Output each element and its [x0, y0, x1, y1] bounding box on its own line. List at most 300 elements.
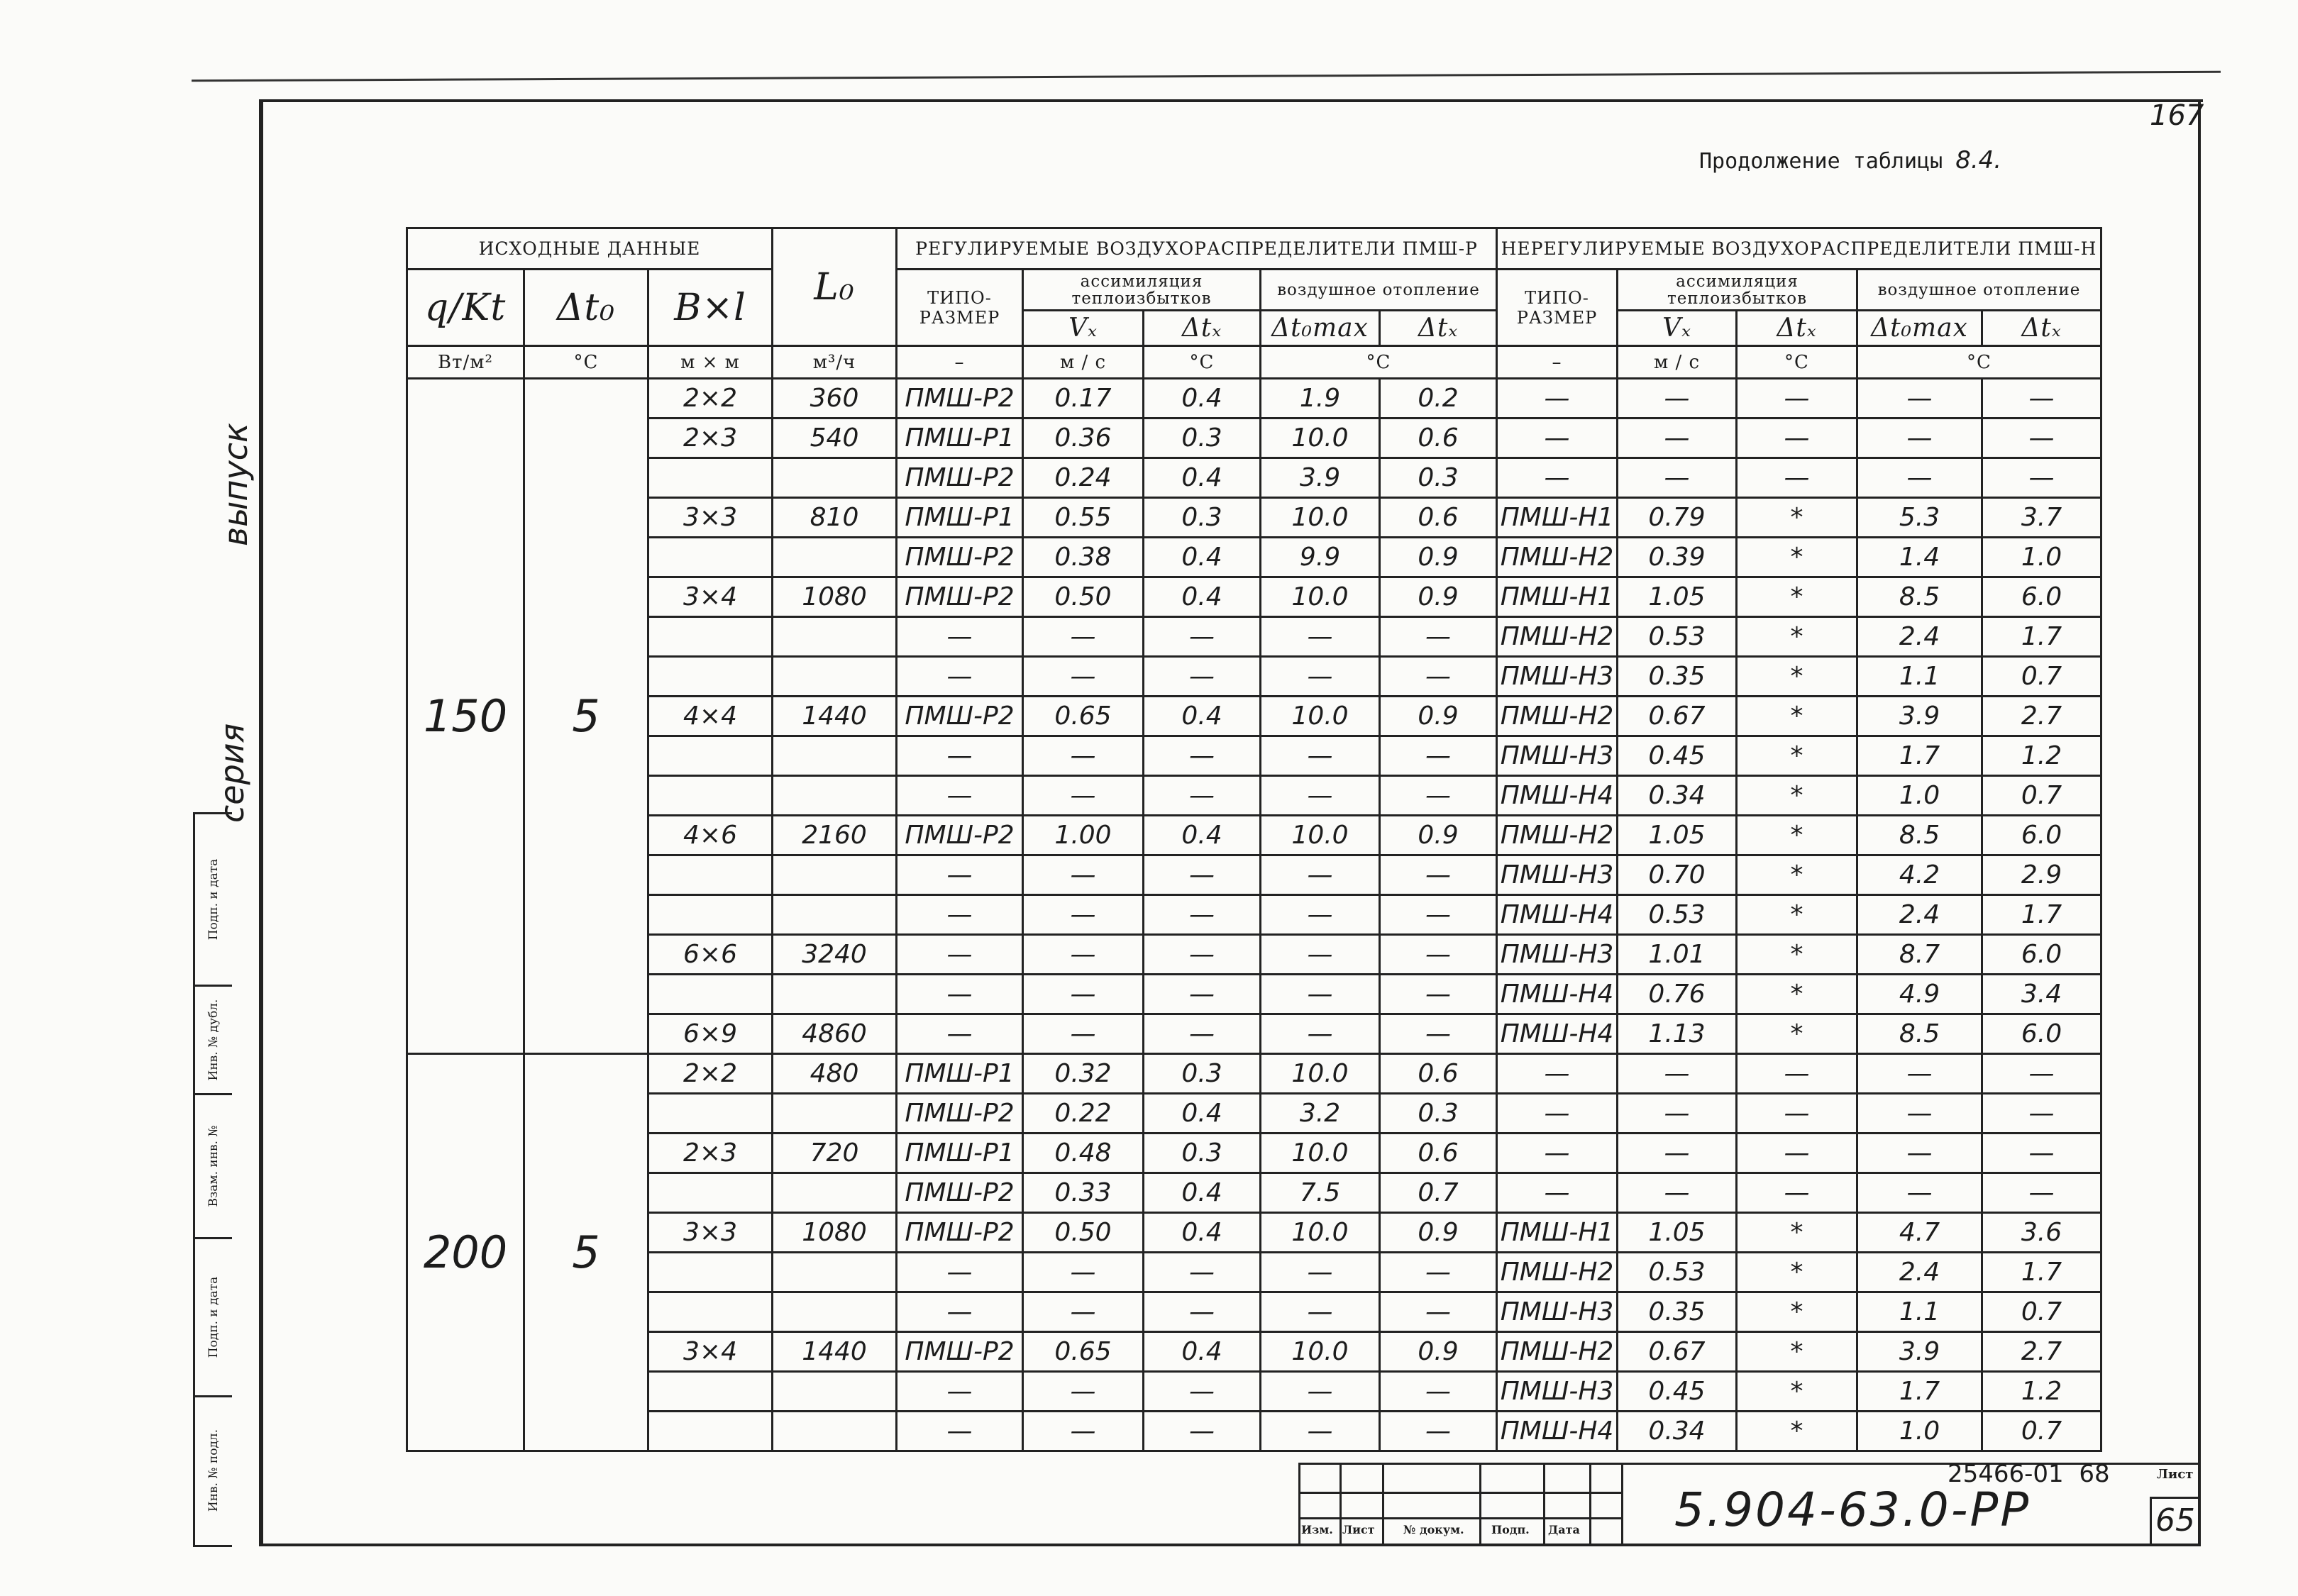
cell-dtx-unreg: * — [1737, 736, 1857, 776]
cell-dtx-reg: 0.4 — [1144, 1213, 1261, 1253]
cell-dtx-heat-reg: — — [1380, 935, 1497, 975]
frame-right — [2198, 99, 2201, 1546]
cell-dtx-heat-reg: 0.9 — [1380, 697, 1497, 736]
table-row — [407, 935, 2101, 975]
cell-type-reg: ПМШ-Р2 — [897, 379, 1023, 419]
cell-dt0max-unreg: 4.7 — [1857, 1213, 1982, 1253]
cell-dt0max-reg: — — [1261, 617, 1380, 657]
cell-bl: 2×2 — [648, 379, 773, 419]
cell-dt0max-unreg: — — [1857, 419, 1982, 458]
tb-label-docnum: № докум. — [1403, 1523, 1464, 1536]
cell-dt0max-unreg: 3.9 — [1857, 697, 1982, 736]
cell-vx-reg: — — [1023, 617, 1144, 657]
margin-stamp-sign-date-top: Подп. и дата — [195, 814, 232, 987]
unit-bl: м × м — [648, 346, 773, 379]
cell-dt0max-reg: 10.0 — [1261, 1134, 1380, 1173]
cell-dtx-heat-unreg: — — [1982, 458, 2101, 498]
table-row — [407, 1253, 2101, 1292]
cell-dt0max-unreg: 2.4 — [1857, 895, 1982, 935]
cell-vx-reg: — — [1023, 1412, 1144, 1451]
cell-bl: 2×3 — [648, 419, 773, 458]
cell-dt0max-unreg: 4.2 — [1857, 855, 1982, 895]
cell-dtx-unreg: * — [1737, 816, 1857, 855]
cell-type-unreg: ПМШ-Н2 — [1497, 697, 1618, 736]
header-dtx-heat-unreg: Δtₓ — [1982, 311, 2101, 346]
cell-dtx-reg: 0.4 — [1144, 1173, 1261, 1213]
table-row — [407, 1014, 2101, 1054]
cell-vx-reg: 0.65 — [1023, 697, 1144, 736]
cell-dt0max-reg: — — [1261, 1014, 1380, 1054]
cell-dtx-heat-reg: 0.9 — [1380, 1332, 1497, 1372]
cell-dtx-reg: — — [1144, 617, 1261, 657]
cell-vx-reg: — — [1023, 975, 1144, 1014]
cell-dtx-heat-reg: 0.7 — [1380, 1173, 1497, 1213]
cell-type-reg: ПМШ-Р2 — [897, 1213, 1023, 1253]
cell-vx-reg: 0.38 — [1023, 538, 1144, 577]
cell-bl: 6×9 — [648, 1014, 773, 1054]
cell-type-unreg: ПМШ-Н2 — [1497, 816, 1618, 855]
cell-dtx-unreg: * — [1737, 1332, 1857, 1372]
cell-l0 — [773, 458, 897, 498]
cell-vx-reg: 0.32 — [1023, 1054, 1144, 1094]
header-q: q/Kt — [407, 270, 524, 346]
margin-stamp-orig-inv: Инв. № подл. — [206, 1429, 221, 1512]
title-block-grid — [1298, 1465, 1621, 1546]
cell-vx-unreg: — — [1618, 1054, 1737, 1094]
cell-type-reg: — — [897, 975, 1023, 1014]
table-row — [407, 657, 2101, 697]
cell-vx-unreg: 0.35 — [1618, 657, 1737, 697]
cell-bl: 4×4 — [648, 697, 773, 736]
cell-type-reg: ПМШ-Р1 — [897, 419, 1023, 458]
cell-bl — [648, 736, 773, 776]
cell-vx-reg: 0.24 — [1023, 458, 1144, 498]
cell-dtx-reg: — — [1144, 975, 1261, 1014]
cell-bl — [648, 1173, 773, 1213]
sheet-label: Лист — [2157, 1467, 2194, 1482]
cell-type-unreg: ПМШ-Н2 — [1497, 1253, 1618, 1292]
cell-dtx-heat-reg: 0.2 — [1380, 379, 1497, 419]
cell-vx-unreg: — — [1618, 1173, 1737, 1213]
cell-vx-unreg: 0.45 — [1618, 1372, 1737, 1412]
tb-label-sheet: Лист — [1342, 1523, 1375, 1536]
cell-dtx-reg: 0.4 — [1144, 1094, 1261, 1134]
cell-l0 — [773, 1173, 897, 1213]
cell-dtx-heat-unreg: — — [1982, 1054, 2101, 1094]
cell-dtx-heat-unreg: 1.2 — [1982, 1372, 2101, 1412]
cell-dtx-heat-reg: — — [1380, 1372, 1497, 1412]
cell-dtx-heat-unreg: 1.7 — [1982, 895, 2101, 935]
cell-dtx-heat-unreg: 3.6 — [1982, 1213, 2101, 1253]
cell-vx-reg: — — [1023, 1253, 1144, 1292]
cell-vx-reg: — — [1023, 895, 1144, 935]
cell-dtx-heat-unreg: — — [1982, 1134, 2101, 1173]
unit-vx-unreg: м / с — [1618, 346, 1737, 379]
inventory-number: 25466-01 68 — [1948, 1460, 2110, 1488]
cell-dtx-unreg: * — [1737, 1412, 1857, 1451]
cell-dtx-unreg: * — [1737, 657, 1857, 697]
cell-l0: 480 — [773, 1054, 897, 1094]
cell-vx-unreg: 1.05 — [1618, 577, 1737, 617]
unit-type-unreg: – — [1497, 346, 1618, 379]
cell-dtx-reg: 0.4 — [1144, 458, 1261, 498]
table-row — [407, 1173, 2101, 1213]
cell-l0 — [773, 776, 897, 816]
frame-left — [259, 99, 263, 1546]
cell-vx-reg: — — [1023, 1014, 1144, 1054]
cell-dtx-unreg: — — [1737, 1094, 1857, 1134]
cell-dtx-heat-unreg: 6.0 — [1982, 577, 2101, 617]
cell-dtx-heat-unreg: 2.7 — [1982, 1332, 2101, 1372]
cell-type-reg: — — [897, 1253, 1023, 1292]
unit-dt0: °С — [524, 346, 648, 379]
cell-dt0max-reg: 10.0 — [1261, 1054, 1380, 1094]
header-vx-unreg: Vₓ — [1618, 311, 1737, 346]
cell-vx-unreg: 0.39 — [1618, 538, 1737, 577]
header-source-data: ИСХОДНЫЕ ДАННЫЕ — [407, 228, 773, 270]
cell-vx-reg: 0.50 — [1023, 1213, 1144, 1253]
cell-dtx-reg: 0.3 — [1144, 1054, 1261, 1094]
cell-bl: 4×6 — [648, 816, 773, 855]
cell-dtx-reg: 0.4 — [1144, 379, 1261, 419]
cell-dtx-heat-reg: 0.9 — [1380, 816, 1497, 855]
cell-type-unreg: ПМШ-Н3 — [1497, 1372, 1618, 1412]
cell-vx-unreg: 1.13 — [1618, 1014, 1737, 1054]
cell-type-reg: — — [897, 1014, 1023, 1054]
tb-label-change: Изм. — [1301, 1523, 1333, 1536]
cell-l0 — [773, 736, 897, 776]
cell-dtx-heat-unreg: 0.7 — [1982, 776, 2101, 816]
cell-type-reg: ПМШ-Р1 — [897, 1054, 1023, 1094]
cell-l0 — [773, 895, 897, 935]
cell-dtx-heat-unreg: 6.0 — [1982, 816, 2101, 855]
cell-dtx-heat-unreg: — — [1982, 1173, 2101, 1213]
header-bl: B×l — [648, 270, 773, 346]
cell-dtx-unreg: — — [1737, 1134, 1857, 1173]
cell-vx-reg: 0.33 — [1023, 1173, 1144, 1213]
cell-dtx-reg: — — [1144, 1253, 1261, 1292]
cell-type-reg: ПМШ-Р2 — [897, 1094, 1023, 1134]
cell-dt0max-unreg: 5.3 — [1857, 498, 1982, 538]
cell-dtx-reg: 0.4 — [1144, 697, 1261, 736]
cell-vx-reg: — — [1023, 855, 1144, 895]
table-row — [407, 1412, 2101, 1451]
table-row — [407, 458, 2101, 498]
cell-dt0max-unreg: 1.1 — [1857, 1292, 1982, 1332]
unit-heat-reg: °С — [1261, 346, 1497, 379]
header-vx-reg: Vₓ — [1023, 311, 1144, 346]
cell-bl — [648, 1372, 773, 1412]
cell-type-reg: ПМШ-Р2 — [897, 458, 1023, 498]
cell-dt0max-unreg: 1.7 — [1857, 736, 1982, 776]
cell-dtx-heat-reg: 0.6 — [1380, 1054, 1497, 1094]
cell-vx-unreg: — — [1618, 1094, 1737, 1134]
cell-type-reg: — — [897, 935, 1023, 975]
cell-dt0max-reg: 10.0 — [1261, 419, 1380, 458]
cell-vx-reg: 1.00 — [1023, 816, 1144, 855]
cell-dtx-heat-unreg: — — [1982, 419, 2101, 458]
cell-dt0max-reg: 10.0 — [1261, 1213, 1380, 1253]
cell-dt0max-reg: — — [1261, 1292, 1380, 1332]
cell-vx-unreg: 0.53 — [1618, 1253, 1737, 1292]
table-row — [407, 697, 2101, 736]
cell-dt0max-unreg: — — [1857, 379, 1982, 419]
cell-dtx-unreg: * — [1737, 1372, 1857, 1412]
header-regulated: РЕГУЛИРУЕМЫЕ ВОЗДУХОРАСПРЕДЕЛИТЕЛИ ПМШ-Р — [897, 228, 1497, 270]
cell-dtx-heat-reg: — — [1380, 776, 1497, 816]
cell-vx-unreg: 0.79 — [1618, 498, 1737, 538]
cell-vx-unreg: 0.76 — [1618, 975, 1737, 1014]
table-row — [407, 1372, 2101, 1412]
cell-dt0max-unreg: 3.9 — [1857, 1332, 1982, 1372]
cell-dtx-heat-reg: 0.3 — [1380, 458, 1497, 498]
cell-vx-unreg: — — [1618, 379, 1737, 419]
cell-dt0max-unreg: 1.1 — [1857, 657, 1982, 697]
cell-bl: 3×3 — [648, 1213, 773, 1253]
cell-dt0max-unreg: 8.5 — [1857, 816, 1982, 855]
cell-dtx-heat-unreg: 2.9 — [1982, 855, 2101, 895]
header-assim-unreg: ассимиляция теплоизбытков — [1618, 270, 1857, 311]
table-row — [407, 1094, 2101, 1134]
cell-type-unreg: — — [1497, 379, 1618, 419]
cell-vx-unreg: 1.01 — [1618, 935, 1737, 975]
table-continuation-caption — [1699, 146, 2001, 174]
cell-dtx-unreg: * — [1737, 498, 1857, 538]
cell-dt0max-reg: — — [1261, 975, 1380, 1014]
cell-vx-reg: 0.65 — [1023, 1332, 1144, 1372]
cell-type-unreg: ПМШ-Н4 — [1497, 776, 1618, 816]
header-assim-reg: ассимиляция теплоизбытков — [1023, 270, 1261, 311]
cell-type-reg: ПМШ-Р2 — [897, 1332, 1023, 1372]
cell-type-unreg: ПМШ-Н3 — [1497, 736, 1618, 776]
cell-l0: 720 — [773, 1134, 897, 1173]
cell-vx-unreg: — — [1618, 1134, 1737, 1173]
cell-bl — [648, 855, 773, 895]
cell-dtx-unreg: — — [1737, 1173, 1857, 1213]
cell-bl: 2×2 — [648, 1054, 773, 1094]
cell-dtx-reg: 0.4 — [1144, 538, 1261, 577]
cell-bl: 3×3 — [648, 498, 773, 538]
header-dtx-unreg: Δtₓ — [1737, 311, 1857, 346]
cell-dt0max-unreg: 2.4 — [1857, 617, 1982, 657]
table-row — [407, 855, 2101, 895]
cell-dt0max-unreg: 8.7 — [1857, 935, 1982, 975]
cell-dtx-unreg: — — [1737, 458, 1857, 498]
cell-dtx-unreg: * — [1737, 1213, 1857, 1253]
cell-type-unreg: — — [1497, 458, 1618, 498]
cell-vx-reg: — — [1023, 736, 1144, 776]
cell-type-reg: ПМШ-Р1 — [897, 1134, 1023, 1173]
cell-dt0: 5 — [524, 1054, 648, 1451]
cell-dtx-heat-unreg: 1.0 — [1982, 538, 2101, 577]
cell-type-reg: ПМШ-Р2 — [897, 816, 1023, 855]
cell-l0: 360 — [773, 379, 897, 419]
cell-type-unreg: ПМШ-Н4 — [1497, 1412, 1618, 1451]
header-dtx-reg: Δtₓ — [1144, 311, 1261, 346]
cell-vx-unreg: — — [1618, 419, 1737, 458]
cell-type-reg: ПМШ-Р1 — [897, 498, 1023, 538]
cell-bl — [648, 975, 773, 1014]
cell-l0: 810 — [773, 498, 897, 538]
cell-dtx-heat-reg: 0.9 — [1380, 1213, 1497, 1253]
cell-dt0max-unreg: 8.5 — [1857, 1014, 1982, 1054]
cell-dtx-reg: — — [1144, 776, 1261, 816]
unit-dtx-reg: °С — [1144, 346, 1261, 379]
cell-type-unreg: — — [1497, 1173, 1618, 1213]
cell-dtx-reg: — — [1144, 935, 1261, 975]
cell-dt0max-reg: — — [1261, 736, 1380, 776]
cell-dtx-unreg: * — [1737, 697, 1857, 736]
cell-type-unreg: ПМШ-Н2 — [1497, 1332, 1618, 1372]
cell-bl: 3×4 — [648, 577, 773, 617]
cell-type-reg: — — [897, 776, 1023, 816]
cell-dt0max-reg: 3.9 — [1261, 458, 1380, 498]
cell-dtx-heat-reg: 0.6 — [1380, 1134, 1497, 1173]
cell-type-unreg: ПМШ-Н3 — [1497, 935, 1618, 975]
tb-label-sign: Подп. — [1491, 1523, 1530, 1536]
unit-l0: м³/ч — [773, 346, 897, 379]
cell-dtx-unreg: — — [1737, 1054, 1857, 1094]
cell-l0 — [773, 657, 897, 697]
cell-l0 — [773, 1094, 897, 1134]
unit-type-reg: – — [897, 346, 1023, 379]
cell-vx-reg: — — [1023, 776, 1144, 816]
cell-dtx-heat-unreg: — — [1982, 1094, 2101, 1134]
unit-heat-unreg: °С — [1857, 346, 2101, 379]
cell-dtx-reg: 0.3 — [1144, 498, 1261, 538]
cell-type-unreg: ПМШ-Н1 — [1497, 1213, 1618, 1253]
air-distributor-table — [406, 227, 2102, 1452]
cell-type-reg: ПМШ-Р2 — [897, 538, 1023, 577]
cell-vx-reg: 0.55 — [1023, 498, 1144, 538]
cell-type-reg: — — [897, 895, 1023, 935]
cell-vx-reg: — — [1023, 1372, 1144, 1412]
cell-dtx-heat-reg: — — [1380, 1253, 1497, 1292]
cell-l0: 1080 — [773, 577, 897, 617]
header-dt0: Δt₀ — [524, 270, 648, 346]
cell-dtx-heat-unreg: 3.7 — [1982, 498, 2101, 538]
margin-stamp-dup-inv: Инв. № дубл. — [195, 987, 232, 1095]
cell-dt0max-reg: 10.0 — [1261, 577, 1380, 617]
cell-dt0: 5 — [524, 379, 648, 1054]
cell-type-unreg: — — [1497, 1054, 1618, 1094]
table-row — [407, 1054, 2101, 1094]
table-row — [407, 1332, 2101, 1372]
cell-l0: 1440 — [773, 1332, 897, 1372]
cell-dtx-reg: — — [1144, 736, 1261, 776]
cell-dtx-heat-unreg: — — [1982, 379, 2101, 419]
cell-dtx-heat-reg: — — [1380, 617, 1497, 657]
cell-dtx-heat-unreg: 1.7 — [1982, 617, 2101, 657]
header-type-unreg: ТИПО-РАЗМЕР — [1497, 270, 1618, 346]
cell-type-reg: — — [897, 1292, 1023, 1332]
cell-type-reg: ПМШ-Р2 — [897, 1173, 1023, 1213]
cell-type-unreg: — — [1497, 419, 1618, 458]
cell-vx-unreg: 0.67 — [1618, 1332, 1737, 1372]
cell-dt0max-reg: 10.0 — [1261, 697, 1380, 736]
cell-bl — [648, 1412, 773, 1451]
top-trim-line — [192, 71, 2221, 82]
cell-dtx-unreg: * — [1737, 1292, 1857, 1332]
cell-dtx-heat-reg: — — [1380, 1292, 1497, 1332]
cell-bl — [648, 538, 773, 577]
cell-dtx-heat-reg: — — [1380, 895, 1497, 935]
frame-top — [259, 99, 2203, 102]
cell-dt0max-unreg: — — [1857, 1054, 1982, 1094]
cell-vx-unreg: 1.05 — [1618, 816, 1737, 855]
cell-bl: 6×6 — [648, 935, 773, 975]
cell-bl — [648, 1292, 773, 1332]
cell-vx-reg: 0.50 — [1023, 577, 1144, 617]
cell-dt0max-reg: 7.5 — [1261, 1173, 1380, 1213]
header-l0-cell — [773, 228, 897, 346]
cell-q: 200 — [407, 1054, 524, 1451]
cell-type-reg: — — [897, 657, 1023, 697]
issue-label: выпуск — [216, 423, 255, 546]
cell-bl — [648, 657, 773, 697]
cell-l0 — [773, 1292, 897, 1332]
cell-dtx-unreg: * — [1737, 776, 1857, 816]
cell-dtx-heat-unreg: 3.4 — [1982, 975, 2101, 1014]
cell-dtx-reg: — — [1144, 1412, 1261, 1451]
cell-dt0max-reg: — — [1261, 1372, 1380, 1412]
cell-vx-unreg: 0.53 — [1618, 895, 1737, 935]
cell-vx-unreg: 0.34 — [1618, 1412, 1737, 1451]
cell-type-unreg: ПМШ-Н3 — [1497, 657, 1618, 697]
cell-vx-reg: 0.48 — [1023, 1134, 1144, 1173]
cell-type-unreg: — — [1497, 1134, 1618, 1173]
cell-dt0max-unreg: 1.0 — [1857, 1412, 1982, 1451]
cell-dtx-unreg: * — [1737, 1253, 1857, 1292]
margin-stamp-strip — [193, 812, 232, 1547]
cell-vx-reg: 0.17 — [1023, 379, 1144, 419]
table-row — [407, 816, 2101, 855]
cell-dt0max-reg: — — [1261, 895, 1380, 935]
header-type-reg: ТИПО-РАЗМЕР — [897, 270, 1023, 346]
cell-dtx-reg: — — [1144, 895, 1261, 935]
table-row — [407, 776, 2101, 816]
table-row — [407, 1213, 2101, 1253]
cell-vx-unreg: 0.45 — [1618, 736, 1737, 776]
cell-bl: 3×4 — [648, 1332, 773, 1372]
cell-dtx-unreg: — — [1737, 419, 1857, 458]
cell-vx-reg: — — [1023, 657, 1144, 697]
cell-dt0max-unreg: — — [1857, 1173, 1982, 1213]
cell-l0 — [773, 1253, 897, 1292]
cell-type-unreg: ПМШ-Н4 — [1497, 975, 1618, 1014]
cell-type-reg: — — [897, 1372, 1023, 1412]
cell-dt0max-unreg: 1.7 — [1857, 1372, 1982, 1412]
cell-dtx-unreg: * — [1737, 935, 1857, 975]
cell-l0 — [773, 1412, 897, 1451]
cell-bl — [648, 1094, 773, 1134]
table-row — [407, 379, 2101, 419]
table-row — [407, 577, 2101, 617]
cell-type-reg: ПМШ-Р2 — [897, 577, 1023, 617]
table-row — [407, 1134, 2101, 1173]
cell-dtx-reg: 0.3 — [1144, 419, 1261, 458]
page-number: 167 — [2150, 99, 2204, 132]
cell-dtx-heat-reg: 0.6 — [1380, 498, 1497, 538]
header-dtx-heat-reg: Δtₓ — [1380, 311, 1497, 346]
cell-dt0max-unreg: 8.5 — [1857, 577, 1982, 617]
sheet-number: 65 — [2155, 1502, 2195, 1539]
document-code: 5.904-63.0-РР — [1674, 1483, 2031, 1537]
cell-bl — [648, 617, 773, 657]
cell-l0 — [773, 538, 897, 577]
cell-dtx-reg: — — [1144, 1372, 1261, 1412]
table-row — [407, 975, 2101, 1014]
